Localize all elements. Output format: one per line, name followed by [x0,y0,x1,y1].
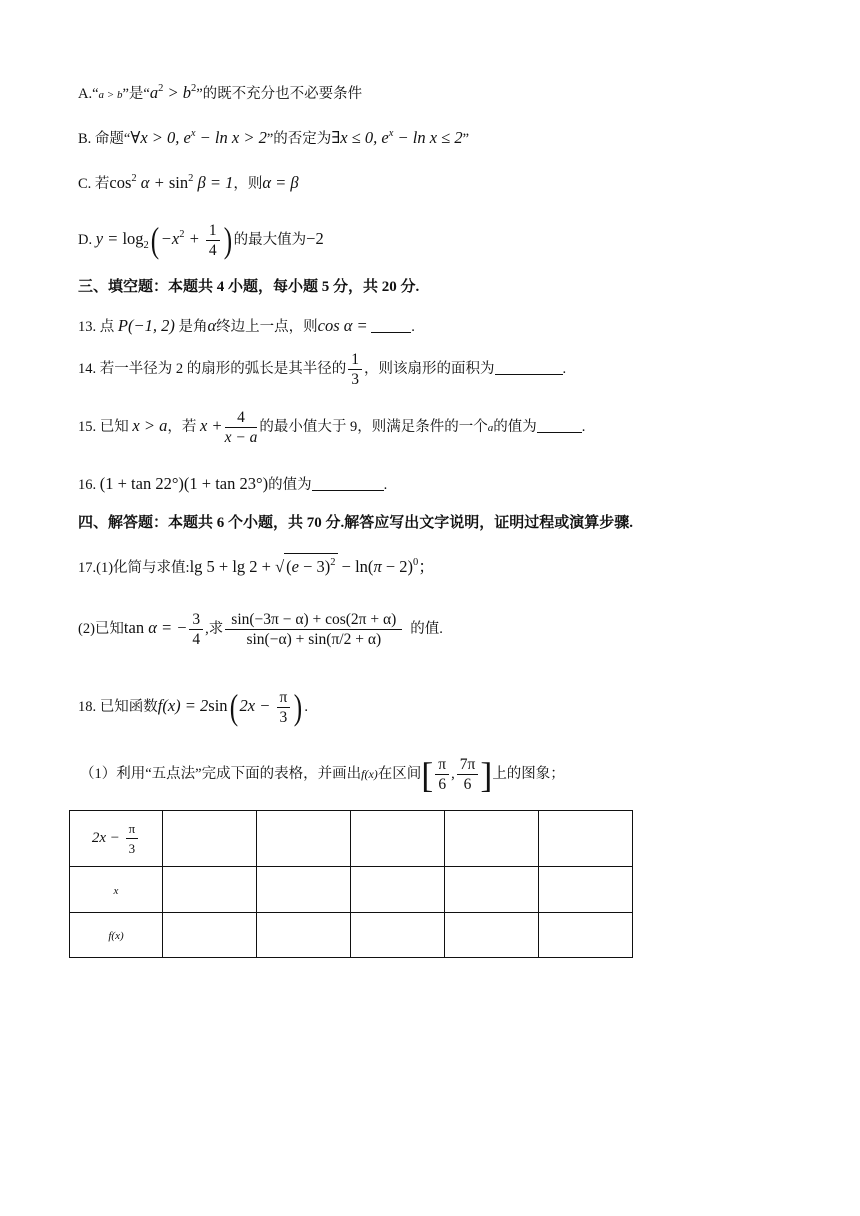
section-3-heading: 三、填空题：本题共 4 小题，每小题 5 分，共 20 分. [78,279,420,295]
table-cell[interactable] [257,811,351,867]
table-row [70,811,633,867]
option-d: D. $y = \log_2( -x^2$ + $\frac{1}{4}$ ) 的最大值为−2 [78,220,324,261]
question-17-part-2: (2)已知tan α = − $\frac{3}{4}$ ,求 $\frac{\sin(-3\pi - \alpha) + \cos(2\pi + \alpha)}{\sin(-\alpha) + \sin(\pi/2 + \alpha)}$ 的值. [78,610,443,649]
table-cell[interactable] [539,913,633,958]
q17-p2-cond: tan α = − $\frac{3}{4}$ [124,618,205,637]
option-b: B. 命题“∀x > 0, $e^x - \ln x > 2$”的否定为∃x ≤ 0, $e^x - \ln x \le 2$” [78,128,470,147]
q18-func: f(x) = 2sin( 2x − $\frac{\pi}{3}$ ) [157,687,303,728]
option-c: C. 若$\cos^2 \alpha + \sin^2 \beta = 1$，则α = β [78,173,299,192]
question-16: 16. (1 + tan 22°)(1 + tan 23°)的值为 . [78,474,388,493]
table-cell[interactable] [351,867,445,913]
section-4-heading: 四、解答题：本题共 6 个小题，共 70 分.解答应写出文字说明，证明过程或演算步骤. [78,515,634,531]
table-row [70,913,633,958]
table-cell[interactable] [351,913,445,958]
q13-point: P(−1, 2) [117,316,175,335]
q16-expr: (1 + tan 22°)(1 + tan 23°) [99,474,269,493]
q13-answer-blank[interactable] [371,318,411,333]
q14-answer-blank[interactable] [495,360,563,375]
option-d-expr: $y = \log_2( -x^2$ + $\frac{1}{4}$ ) [95,220,232,261]
option-b-negation: ∃x ≤ 0, $e^x - \ln x \le 2$ [331,128,463,147]
table-cell[interactable] [257,867,351,913]
row-header-x: x [70,867,163,913]
table-cell[interactable] [163,913,257,958]
table-cell[interactable] [539,811,633,867]
question-18-part-1: （1）利用“五点法”完成下面的表格，并画出f(x)在区间[ $\frac{\pi}{6}$ , $\frac{7\pi}{6}$ ]上的图象； [80,754,565,795]
question-17-part-1: 17.(1)化简与求值:lg 5 + lg 2 + √ $(e - 3)^2 - \ln(\pi - 2)^0$； [78,553,435,578]
question-15: 15. 已知 x > a，若 x + $\frac{4}{x - a}$ 的最小值大于 9，则满足条件的一个a的值为 . [78,409,586,447]
five-point-table [69,810,633,958]
table-cell[interactable] [445,867,539,913]
question-18: 18. 已知函数f(x) = 2sin( 2x − $\frac{\pi}{3}$ ) . [78,687,308,728]
table-cell[interactable] [351,811,445,867]
table-cell[interactable] [445,811,539,867]
question-13: 13. 点 P(−1, 2) 是角α终边上一点，则cos α = . [78,316,415,335]
row-header-fx: f(x) [70,913,163,958]
option-a-cond: a > b [98,89,123,101]
q13-expr: cos α = [317,316,368,335]
q15-cond: x > a [132,416,168,435]
q17-p1-expr: lg 5 + lg 2 + √ $(e - 3)^2 - \ln(\pi - 2)^0$； [190,557,435,576]
table-cell[interactable] [257,913,351,958]
option-a: A.“a > b”是“$a^2 > b^2$”的既不充分也不必要条件 [78,83,363,102]
q15-answer-blank[interactable] [537,418,582,433]
table-row [70,867,633,913]
question-14: 14. 若一半径为 2 的扇形的弧长是其半径的 $\frac{1}{3}$ ，则该扇形的面积为 . [78,351,567,389]
option-c-conclusion: α = β [262,173,299,192]
table-cell[interactable] [163,867,257,913]
table-cell[interactable] [539,867,633,913]
table-cell[interactable] [445,913,539,958]
q17-p2-fraction: $\frac{\sin(-3\pi - \alpha) + \cos(2\pi + \alpha)}{\sin(-\alpha) + \sin(\pi/2 + \alpha)}$ [225,610,402,649]
table-cell[interactable] [163,811,257,867]
option-b-prop: ∀x > 0, $e^x - \ln x > 2$ [130,128,267,147]
q16-answer-blank[interactable] [312,476,384,491]
option-a-cond2: $a^2 > b^2$ [149,83,197,102]
option-c-eq: $\cos^2 \alpha + \sin^2 \beta = 1$ [109,173,234,192]
option-a-label: A. [78,86,93,102]
row-header-phase: 2x − $\frac{\pi}{3}$ [70,811,163,867]
option-d-value: −2 [306,229,324,248]
